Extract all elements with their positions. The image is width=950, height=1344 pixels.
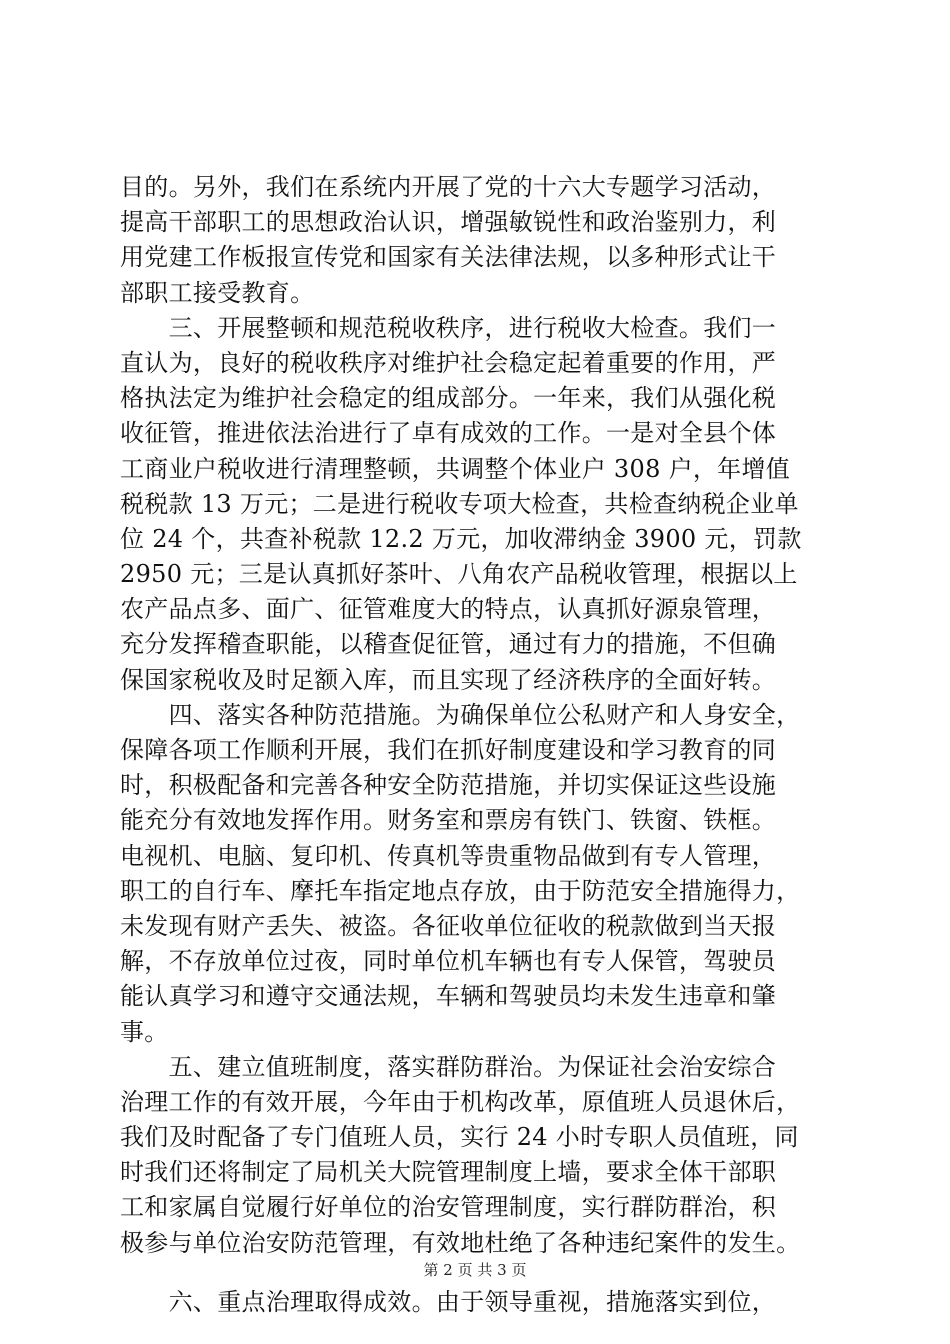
text-line: 未发现有财产丢失、被盗。各征收单位征收的税款做到当天报 xyxy=(120,911,777,940)
text-line: 能充分有效地发挥作用。财务室和票房有铁门、铁窗、铁框。 xyxy=(120,806,777,835)
text-line: 2950 元；三是认真抓好茶叶、八角农产品税收管理，根据以上 xyxy=(120,560,798,589)
text-line: 提高干部职工的思想政治认识，增强敏锐性和政治鉴别力，利 xyxy=(120,208,777,237)
text-line: 部职工接受教育。 xyxy=(120,278,315,307)
text-line: 能认真学习和遵守交通法规，车辆和驾驶员均未发生违章和肇 xyxy=(120,982,777,1011)
text-line: 位 24 个，共查补税款 12.2 万元，加收滞纳金 3900 元，罚款 xyxy=(120,524,802,553)
text-line: 职工的自行车、摩托车指定地点存放，由于防范安全措施得力， xyxy=(120,876,801,905)
text-line: 三、开展整顿和规范税收秩序，进行税收大检查。我们一 xyxy=(120,313,777,342)
text-line: 时我们还将制定了局机关大院管理制度上墙，要求全体干部职 xyxy=(120,1158,777,1187)
document-body xyxy=(120,170,840,1320)
text-line: 收征管，推进依法治进行了卓有成效的工作。一是对全县个体 xyxy=(120,419,777,448)
text-line: 治理工作的有效开展，今年由于机构改革，原值班人员退休后， xyxy=(120,1087,801,1116)
text-line: 五、建立值班制度，落实群防群治。为保证社会治安综合 xyxy=(120,1052,777,1081)
text-line: 时，积极配备和完善各种安全防范措施，并切实保证这些设施 xyxy=(120,771,777,800)
text-line: 工和家属自觉履行好单位的治安管理制度，实行群防群治，积 xyxy=(120,1193,777,1222)
text-line: 极参与单位治安防范管理，有效地杜绝了各种违纪案件的发生。 xyxy=(120,1228,801,1257)
text-line: 四、落实各种防范措施。为确保单位公私财产和人身安全， xyxy=(120,700,801,729)
text-line: 保障各项工作顺利开展，我们在抓好制度建设和学习教育的同 xyxy=(120,736,777,764)
text-line: 税税款 13 万元；二是进行税收专项大检查，共检查纳税企业单 xyxy=(120,489,799,518)
text-line: 解，不存放单位过夜，同时单位机车辆也有专人保管，驾驶员 xyxy=(120,947,777,976)
text-line: 直认为，良好的税收秩序对维护社会稳定起着重要的作用，严 xyxy=(120,348,777,377)
page-footer: 第 2 页 共 3 页 xyxy=(423,1261,527,1279)
text-line: 事。 xyxy=(120,1017,169,1046)
text-line: 充分发挥稽查职能，以稽查促征管，通过有力的措施，不但确 xyxy=(120,630,777,659)
text-line: 用党建工作板报宣传党和国家有关法律法规，以多种形式让干 xyxy=(120,243,777,272)
text-line: 工商业户税收进行清理整顿，共调整个体业户 308 户，年增值 xyxy=(120,454,791,483)
text-line: 格执法定为维护社会稳定的组成部分。一年来，我们从强化税 xyxy=(120,384,777,413)
text-line: 电视机、电脑、复印机、传真机等贵重物品做到有专人管理， xyxy=(120,841,777,870)
text-line: 目的。另外，我们在系统内开展了党的十六大专题学习活动， xyxy=(120,173,777,201)
text-line: 保国家税收及时足额入库，而且实现了经济秩序的全面好转。 xyxy=(120,665,777,694)
text-line: 我们及时配备了专门值班人员，实行 24 小时专职人员值班，同 xyxy=(120,1123,799,1152)
text-line: 六、重点治理取得成效。由于领导重视，措施落实到位， xyxy=(120,1287,777,1316)
text-line: 农产品点多、面广、征管难度大的特点，认真抓好源泉管理， xyxy=(120,595,777,624)
